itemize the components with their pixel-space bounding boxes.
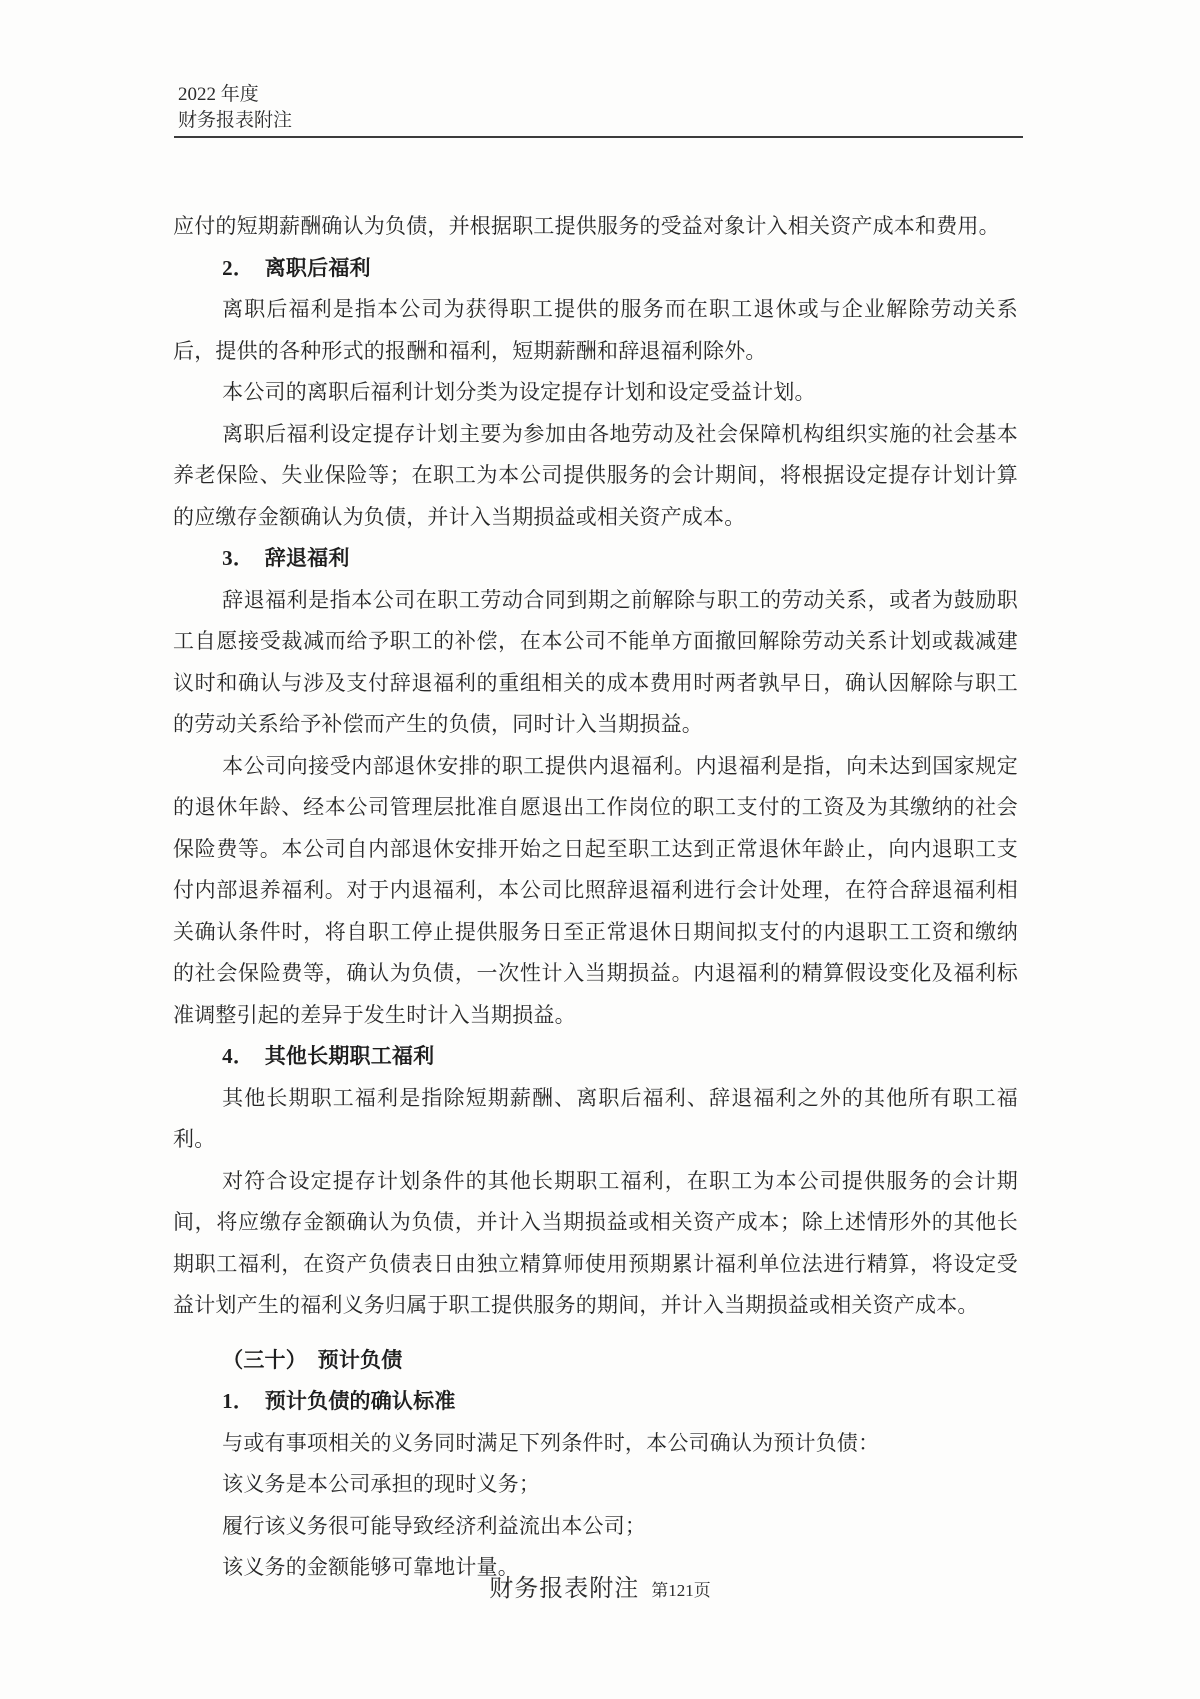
heading: 1． 预计负债的确认标准 [222, 1389, 456, 1413]
footer-title: 财务报表附注 [489, 1576, 640, 1602]
paragraph: 离职后福利设定提存计划主要为参加由各地劳动及社会保障机构组织实施的社会基本养老保险、失业保险等；在职工为本公司提供服务的会计期间，将根据设定提存计划计算的应缴存金额确认为负债，并计入当期损益或相关资产成本。 [173, 421, 1018, 529]
paragraph: 履行该义务很可能导致经济利益流出本公司； [222, 1513, 647, 1538]
footer-page-number: 第121页 [651, 1581, 711, 1600]
paragraph: 应付的短期薪酬确认为负债，并根据职工提供服务的受益对象计入相关资产成本和费用。 [173, 214, 1000, 238]
paragraph: 该义务的金额能够可靠地计量。 [222, 1555, 519, 1579]
paragraph: 其他长期职工福利是指除短期薪酬、离职后福利、辞退福利之外的其他所有职工福利。 [173, 1085, 1018, 1151]
heading: 2． 离职后福利 [222, 255, 371, 280]
paragraph: 本公司向接受内部退休安排的职工提供内退福利。内退福利是指，向未达到国家规定的退休年龄、经本公司管理层批准自愿退出工作岗位的职工支付的工资及为其缴纳的社会保险费等。本公司自内部退休安排开始之日起至职工达到正常退休年龄止，向内退职工支付内部退养福利。对于内退福利，本公司比照辞退福利进行会计处理，在符合辞退福利相关确认条件时，将自职工停止提供服务日至正常退休日期间拟支付的内退职工工资和缴纳的社会保险费等，确认为负债，一次性计入当期损益。内退福利的精算假设变化及福利标准调整引起的差异于发生时计入当期损益。 [173, 753, 1018, 1027]
header-rule [174, 136, 1023, 138]
paragraph: 辞退福利是指本公司在职工劳动合同到期之前解除与职工的劳动关系，或者为鼓励职工自愿接受裁减而给予职工的补偿，在本公司不能单方面撤回解除劳动关系计划或裁减建议时和确认与涉及支付辞退福利的重组相关的成本费用时两者孰早日，确认因解除与职工的劳动关系给予补偿而产生的负债，同时计入当期损益。 [173, 587, 1018, 736]
paragraph: 该义务是本公司承担的现时义务； [222, 1472, 541, 1496]
page-footer [0, 1568, 1200, 1603]
heading: （三十） 预计负债 [222, 1347, 403, 1372]
paragraph: 与或有事项相关的义务同时满足下列条件时，本公司确认为预计负债： [222, 1430, 880, 1455]
header-year: 2022 年度 [178, 84, 259, 105]
page-header [178, 82, 292, 134]
heading: 3． 辞退福利 [222, 546, 350, 570]
paragraph: 离职后福利是指本公司为获得职工提供的服务而在职工退休或与企业解除劳动关系后，提供的各种形式的报酬和福利，短期薪酬和辞退福利除外。 [173, 297, 1018, 363]
header-doc-title: 财务报表附注 [178, 110, 293, 131]
paragraph: 本公司的离职后福利计划分类为设定提存计划和设定受益计划。 [222, 380, 816, 404]
heading: 4． 其他长期职工福利 [222, 1044, 435, 1068]
document-body [173, 206, 1018, 1589]
paragraph: 对符合设定提存计划条件的其他长期职工福利，在职工为本公司提供服务的会计期间，将应缴存金额确认为负债，并计入当期损益或相关资产成本；除上述情形外的其他长期职工福利，在资产负债表日由独立精算师使用预期累计福利单位法进行精算，将设定受益计划产生的福利义务归属于职工提供服务的期间，并计入当期损益或相关资产成本。 [173, 1168, 1018, 1317]
